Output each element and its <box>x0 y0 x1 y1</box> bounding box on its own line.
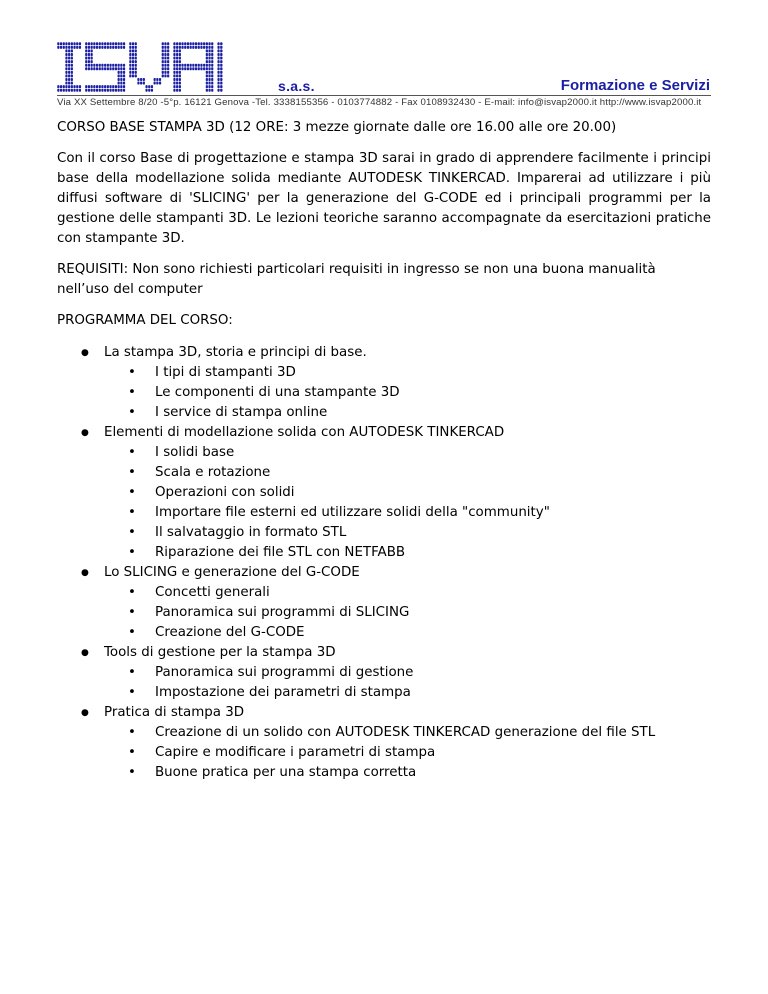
course-requirements: REQUISITI: Non sono richiesti particolari requisiti in ingresso se non una buona manualità nell’uso del computer <box>57 262 656 297</box>
program-subtopic: • Buone pratica per una stampa corretta <box>104 763 711 783</box>
program-subtopics <box>104 443 711 563</box>
program-subtopic: • Il salvataggio in formato STL <box>104 523 711 543</box>
header-divider <box>57 95 711 96</box>
program-section <box>57 343 711 423</box>
program-section <box>57 563 711 643</box>
program-subtopics <box>104 663 711 703</box>
company-suffix: s.a.s. <box>278 78 315 94</box>
program-section-title: Tools di gestione per la stampa 3D <box>104 645 336 660</box>
program-subtopic: • I tipi di stampanti 3D <box>104 363 711 383</box>
isvap-logo <box>57 42 223 92</box>
program-section <box>57 423 711 563</box>
program-section <box>57 643 711 703</box>
program-heading: PROGRAMMA DEL CORSO: <box>57 313 233 328</box>
program-subtopics <box>104 363 711 423</box>
program-subtopic: • I solidi base <box>104 443 711 463</box>
program-subtopic: • Creazione di un solido con AUTODESK TINKERCAD generazione del file STL <box>104 723 711 743</box>
program-subtopic: • Scala e rotazione <box>104 463 711 483</box>
program-subtopics <box>104 583 711 643</box>
program-section-title: La stampa 3D, storia e principi di base. <box>104 345 367 360</box>
program-section-title: Lo SLICING e generazione del G-CODE <box>104 565 360 580</box>
program-subtopic: • Operazioni con solidi <box>104 483 711 503</box>
program-subtopic: • Le componenti di una stampante 3D <box>104 383 711 403</box>
program-list <box>57 343 711 783</box>
company-address: Via XX Settembre 8/20 -5°p. 16121 Genova -Tel. 3338155356 - 0103774882 - Fax 0108932430 - E-mail: info@isvap2000.it http://www.isvap2000.it <box>57 97 702 108</box>
program-subtopic: • Riparazione dei file STL con NETFABB <box>104 543 711 563</box>
course-intro: Con il corso Base di progettazione e stampa 3D sarai in grado di apprendere facilmente i principi base della modellazione solida mediante AUTODESK TINKERCAD. Imparerai ad utilizzare i più diffusi software di 'SLICING' per la generazione del G-CODE ed i principali programmi per la gestione delle stampanti 3D. Le lezioni teoriche saranno accompagnate da esercitazioni pratiche con stampante 3D. <box>57 151 711 246</box>
program-subtopic: • I service di stampa online <box>104 403 711 423</box>
program-subtopic: • Panoramica sui programmi di gestione <box>104 663 711 683</box>
program-section <box>57 703 711 783</box>
program-subtopic: • Impostazione dei parametri di stampa <box>104 683 711 703</box>
program-subtopic: • Concetti generali <box>104 583 711 603</box>
program-subtopic: • Creazione del G-CODE <box>104 623 711 643</box>
program-subtopic: • Capire e modificare i parametri di stampa <box>104 743 711 763</box>
course-title: CORSO BASE STAMPA 3D (12 ORE: 3 mezze giornate dalle ore 16.00 alle ore 20.00) <box>57 120 617 135</box>
program-subtopic: • Panoramica sui programmi di SLICING <box>104 603 711 623</box>
program-section-title: Pratica di stampa 3D <box>104 705 245 720</box>
course-document <box>57 118 711 783</box>
company-tagline: Formazione e Servizi <box>560 77 710 94</box>
program-section-title: Elementi di modellazione solida con AUTODESK TINKERCAD <box>104 425 505 440</box>
program-subtopic: • Importare file esterni ed utilizzare solidi della "community" <box>104 503 711 523</box>
program-subtopics <box>104 723 711 783</box>
